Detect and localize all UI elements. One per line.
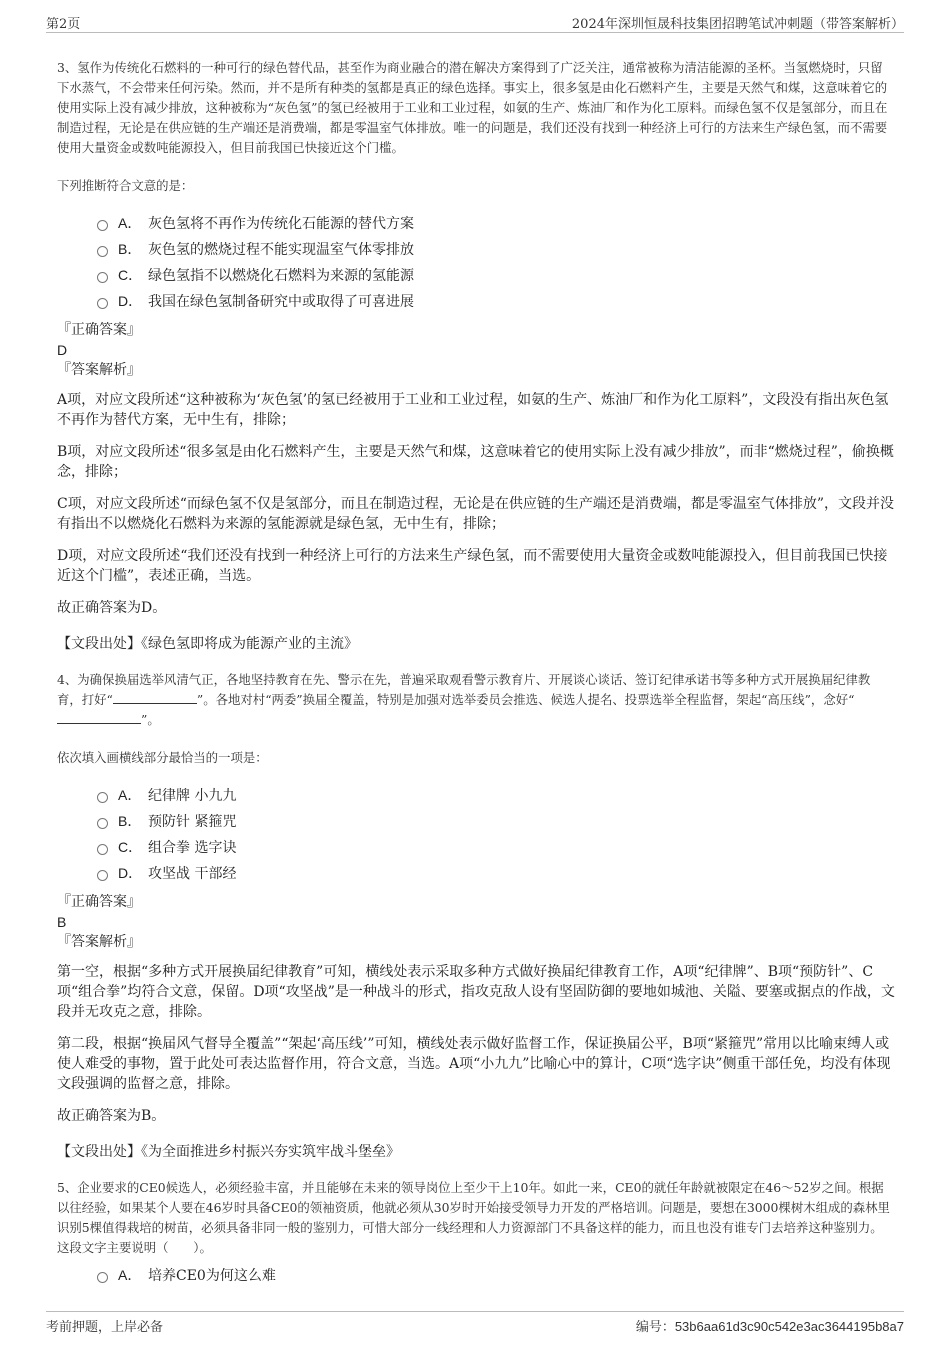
document-title: 2024年深圳恒晟科技集团招聘笔试冲刺题（带答案解析）	[571, 17, 904, 32]
explanation-label: 『答案解析』	[57, 934, 141, 950]
radio-button[interactable]	[97, 792, 108, 803]
page-footer	[46, 1311, 904, 1336]
option-4b[interactable]: B． 预防针 紧箍咒	[97, 808, 895, 834]
conclusion: 故正确答案为B。	[57, 1108, 166, 1124]
option-3a[interactable]: A． 灰色氢将不再作为传统化石能源的替代方案	[97, 210, 895, 236]
source-citation: 【文段出处】《为全面推进乡村振兴夯实筑牢战斗堡垒》	[57, 1144, 400, 1160]
question-4-prompt: 依次填入画横线部分最恰当的一项是：	[57, 750, 268, 765]
radio-button[interactable]	[97, 272, 108, 283]
option-3d[interactable]: D． 我国在绿色氢制备研究中或取得了可喜进展	[97, 288, 895, 314]
question-4-text: 4、为确保换届选举风清气正，各地坚持教育在先、警示在先，普遍采取观看警示教育片、开展谈心谈话、签订纪律承诺书等多种方式开展换届纪律教育，打好“ ”。各地对村“两委”换届全覆盖，特别是加强对选举委员会推选、候选人提名、投票选举全程监督，架起“高压线”，念好“”。	[57, 672, 871, 727]
answer-value: B	[57, 914, 67, 930]
explanation-paragraph: B项，对应文段所述“很多氢是由化石燃料产生，主要是天然气和煤，这意味着它的使用实际上没有减少排放”，而非“燃烧过程”，偷换概念，排除；	[57, 444, 894, 480]
radio-button[interactable]	[97, 818, 108, 829]
radio-button[interactable]	[97, 1272, 108, 1283]
explanation-label: 『答案解析』	[57, 362, 141, 378]
question-3-prompt: 下列推断符合文意的是：	[57, 178, 194, 193]
radio-button[interactable]	[97, 246, 108, 257]
option-3b[interactable]: B． 灰色氢的燃烧过程不能实现温室气体零排放	[97, 236, 895, 262]
radio-button[interactable]	[97, 870, 108, 881]
option-4d[interactable]: D． 攻坚战 干部经	[97, 860, 895, 886]
question-5-prompt: 这段文字主要说明（ ）。	[57, 1240, 212, 1255]
answer-label: 『正确答案』	[57, 322, 141, 338]
option-4a[interactable]: A． 纪律牌 小九九	[97, 782, 895, 808]
question-4-options	[97, 782, 895, 886]
fill-blank	[113, 691, 197, 704]
radio-button[interactable]	[97, 844, 108, 855]
document-content	[57, 58, 895, 1288]
option-5a[interactable]: A． 培养CE0为何这么难	[97, 1262, 895, 1288]
answer-value: D	[57, 342, 68, 358]
question-5-options	[97, 1262, 895, 1288]
option-4c[interactable]: C． 组合拳 选字诀	[97, 834, 895, 860]
page-number: 第2页	[46, 17, 81, 32]
explanation-paragraph: C项，对应文段所述“而绿色氢不仅是氢部分，而且在制造过程，无论是在供应链的生产端还是消费端，都是零温室气体排放”，文段并没有指出不以燃烧化石燃料为来源的氢能源就是绿色氢，无中生有，排除；	[57, 496, 895, 532]
explanation-paragraph: 第一空，根据“多种方式开展换届纪律教育”可知，横线处表示采取多种方式做好换届纪律教育工作，A项“纪律牌”、B项“预防针”、C项“组合拳”均符合文意，保留。D项“攻坚战”是一种战斗的形式，指攻克敌人设有坚固防御的要地如城池、关隘、要塞或据点的作战，文段并无攻克之意，排除。	[57, 964, 895, 1020]
footer-slogan: 考前押题，上岸必备	[46, 1320, 164, 1335]
option-3c[interactable]: C． 绿色氢指不以燃烧化石燃料为来源的氢能源	[97, 262, 895, 288]
conclusion: 故正确答案为D。	[57, 600, 167, 616]
source-citation: 【文段出处】《绿色氢即将成为能源产业的主流》	[57, 636, 358, 652]
explanation-paragraph: 第二段，根据“换届风气督导全覆盖”“架起‘高压线’”可知，横线处表示做好监督工作，保证换届公平，B项“紧箍咒”常用以比喻束缚人或使人难受的事物，置于此处可表达监督作用，符合文意，当选。A项“小九九”比喻心中的算计，C项“选字诀”侧重干部任免，均没有体现文段强调的监督之意，排除。	[57, 1036, 891, 1092]
fill-blank	[57, 711, 141, 724]
explanation-paragraph: A项，对应文段所述“这种被称为‘灰色氢’的氢已经被用于工业和工业过程，如氨的生产、炼油厂和作为化工原料”，文段没有指出灰色氢不再作为替代方案，无中生有，排除；	[57, 392, 889, 428]
radio-button[interactable]	[97, 220, 108, 231]
page-header	[46, 10, 904, 33]
document-code: 编号：53b6aa61d3c90c542e3ac3644195b8a7	[635, 1319, 904, 1335]
radio-button[interactable]	[97, 298, 108, 309]
explanation-paragraph: D项，对应文段所述“我们还没有找到一种经济上可行的方法来生产绿色氢，而不需要使用大量资金或数吨能源投入，但目前我国已快接近这个门槛”，表述正确，当选。	[57, 548, 888, 584]
answer-label: 『正确答案』	[57, 894, 141, 910]
question-5-text: 5、企业要求的CE0候选人，必须经验丰富，并且能够在未来的领导岗位上至少干上10年。如此一来，CE0的就任年龄就被限定在46～52岁之间。根据以往经验，如果某个人要在46岁时具备CE0的领袖资质，他就必须从30岁时开始接受领导力开发的严格培训。问题是，要想在3000棵树木组成的森林里识别5棵值得栽培的树苗，必须具备非同一般的鉴别力，可惜大部分一线经理和人力资源部门不具备这样的能力，而且也没有谁专门去培养这种鉴别力。	[57, 1180, 890, 1235]
question-3-options	[97, 210, 895, 314]
question-3-text: 3、氢作为传统化石燃料的一种可行的绿色替代品，甚至作为商业融合的潜在解决方案得到了广泛关注，通常被称为清洁能源的圣杯。当氢燃烧时，只留下水蒸气，不会带来任何污染。然而，并不是所有种类的氢都是真正的绿色选择。事实上，很多氢是由化石燃料产生，主要是天然气和煤，这意味着它的使用实际上没有减少排放，这种被称为“灰色氢”的氢已经被用于工业和工业过程，如氨的生产、炼油厂和作为化工原料。而绿色氢不仅是氢部分，而且在制造过程，无论是在供应链的生产端还是消费端，都是零温室气体排放。唯一的问题是，我们还没有找到一种经济上可行的方法来生产绿色氢，而不需要使用大量资金或数吨能源投入，但目前我国已快接近这个门槛。	[57, 60, 888, 155]
